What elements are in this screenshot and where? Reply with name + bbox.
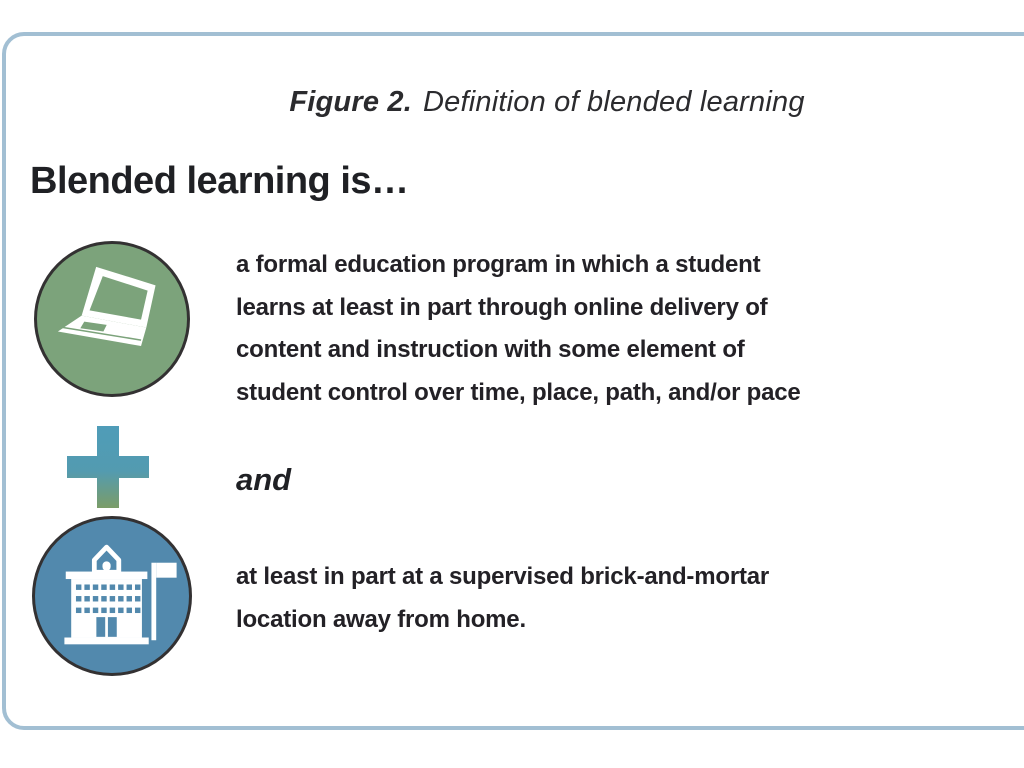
definition-part1-line: content and instruction with some element of	[236, 336, 745, 363]
blended-learning-heading: Blended learning is…	[30, 160, 409, 202]
definition-part2-text	[236, 556, 769, 641]
definition-part1-line: learns at least in part through online delivery of	[236, 293, 768, 321]
figure-caption-title: Definition of blended learning	[423, 86, 805, 118]
definition-part1-text	[236, 244, 801, 414]
school-building-icon	[44, 526, 180, 667]
definition-part2-line: at least in part at a supervised brick-and-mortar	[236, 563, 770, 590]
definition-part1-line: student control over time, place, path, and/or pace	[236, 378, 801, 406]
definition-part2-line: location away from home.	[236, 605, 526, 633]
figure-caption	[70, 86, 1024, 119]
connector-and-text: and	[236, 462, 292, 497]
laptop-circle-badge	[34, 241, 190, 397]
figure-caption-label: Figure 2.	[289, 86, 412, 118]
definition-part1-line: a formal education program in which a student	[236, 251, 761, 278]
plus-icon	[67, 426, 149, 508]
school-circle-badge	[32, 516, 192, 676]
laptop-icon	[46, 251, 178, 388]
